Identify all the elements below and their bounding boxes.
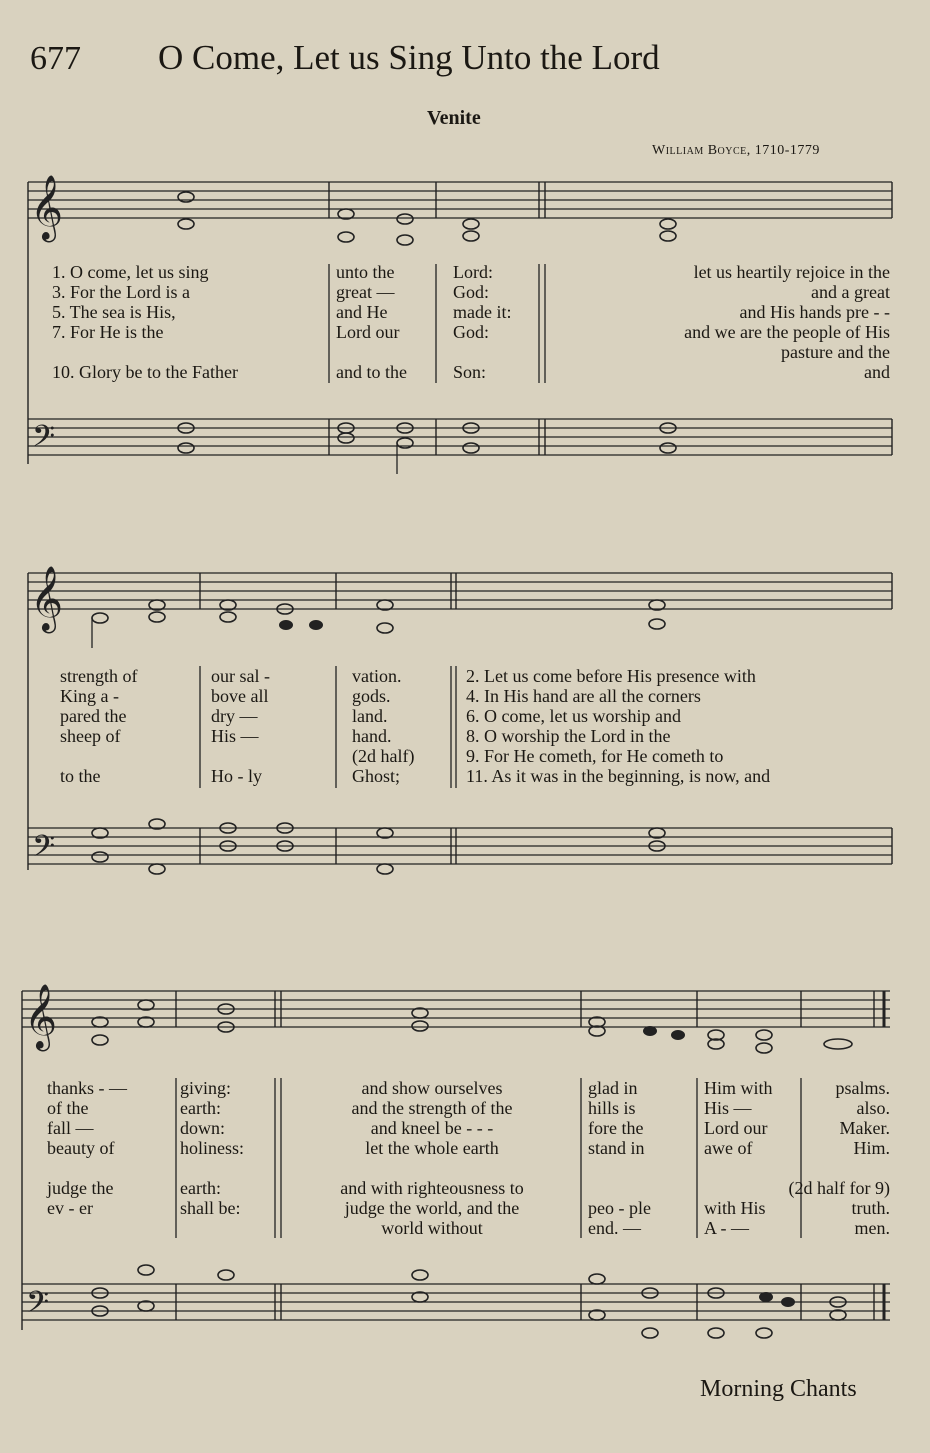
system-1-col-3: Lord: God: made it: God: Son: — [453, 262, 512, 382]
system-3-col-5: Him with His — Lord our awe of with His A - — — [704, 1078, 773, 1238]
system-2-col-3: vation. gods. land. hand. (2d half) Ghost; — [352, 666, 415, 786]
staff-1-treble — [28, 182, 892, 218]
hymn-subtitle: Venite — [427, 107, 481, 129]
system-1-col-4: let us heartily rejoice in the and a great and His hands pre - - and we are the people of His pasture and the and — [684, 262, 890, 382]
system-2-col-4: 2. Let us come before His presence with 4. In His hand are all the corners 6. O come, let us worship and 8. O worship the Lord in the 9. For He cometh, for He cometh to 11. As it was in the beginning, is now, and — [466, 666, 771, 786]
svg-text:𝄞: 𝄞 — [30, 566, 64, 631]
system-3-col-3: and show ourselves and the strength of the and kneel be - - - let the whole earth and with righteousness to judge the world, and the world without — [340, 1078, 524, 1238]
system-3-col-1: thanks - — of the fall — beauty of judge the ev - er — [47, 1078, 127, 1218]
composer-credit: William Boyce, 1710-1779 — [652, 143, 820, 158]
bass-clef-icon: 𝄢 — [32, 420, 56, 461]
footer-section-label: Morning Chants — [700, 1376, 857, 1402]
hymn-number: 677 — [30, 40, 81, 77]
system-3-col-4: glad in hills is fore the stand in peo - ple end. — — [588, 1078, 651, 1238]
treble-clef-icon: 𝄞 — [30, 175, 64, 240]
svg-text:𝄢: 𝄢 — [26, 1286, 50, 1327]
system-2-col-1: strength of King a - pared the sheep of to the — [60, 666, 138, 786]
system-3-col-6: psalms. also. Maker. Him. (2d half for 9) truth. men. — [788, 1078, 890, 1238]
system-1-col-1: 1. O come, let us sing 3. For the Lord is a 5. The sea is His, 7. For He is the 10. Glory be to the Father — [52, 262, 238, 382]
system-1-col-2: unto the great — and He Lord our and to the — [336, 262, 407, 382]
system-2-col-2: our sal - bove all dry — His — Ho - ly — [211, 666, 270, 786]
hymn-title: O Come, Let us Sing Unto the Lord — [158, 38, 660, 77]
svg-text:𝄞: 𝄞 — [24, 984, 58, 1049]
svg-text:𝄢: 𝄢 — [32, 830, 56, 871]
system-3-col-2: giving: earth: down: holiness: earth: shall be: — [180, 1078, 245, 1218]
